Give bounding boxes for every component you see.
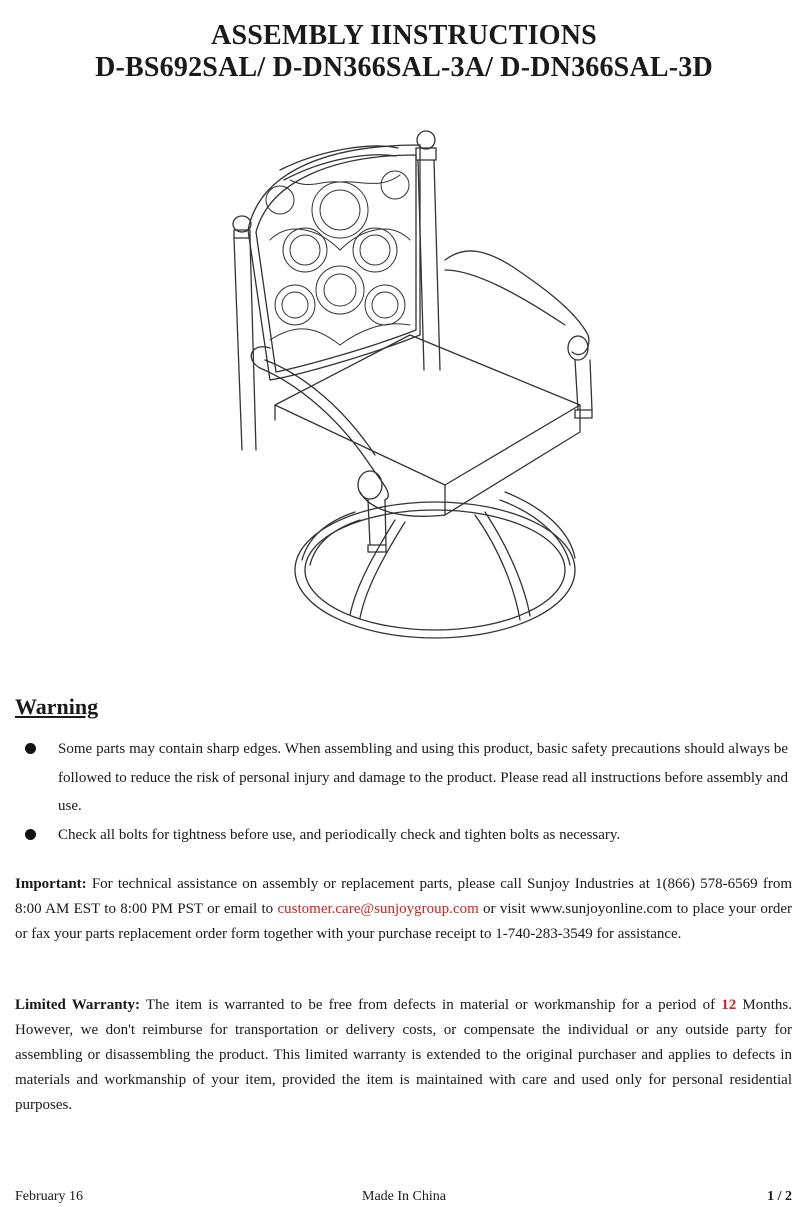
list-item: [0, 735, 808, 821]
important-text-2: or visit www.sunjoyonline.com to place your order or fax your parts replacement order form together with your purchase receipt to 1-740-283-3549 for assistance.: [15, 901, 792, 942]
bullet-icon: [25, 829, 36, 840]
warranty-paragraph: [15, 993, 792, 1118]
important-text-1: For technical assistance on assembly or replacement parts, please call Sunjoy Industries at 1(866) 578-6569 from 8:00 AM EST to 8:00 PM PST or email to: [15, 876, 792, 917]
model-numbers: D-BS692SAL/ D-DN366SAL-3A/ D-DN366SAL-3D: [95, 52, 713, 83]
warning-list: [0, 735, 808, 849]
footer-date: February 16: [15, 1189, 84, 1204]
list-item: [0, 821, 808, 850]
page-title: ASSEMBLY IINSTRUCTIONS: [211, 20, 597, 51]
important-paragraph: [15, 872, 792, 947]
warning-heading: Warning: [15, 694, 99, 719]
footer-origin: Made In China: [362, 1189, 446, 1204]
warranty-label: Limited Warranty:: [15, 997, 141, 1013]
warning-text: Some parts may contain sharp edges. When assembling and using this product, basic safety precautions should always be followed to reduce the risk of personal injury and damage to the product. Please read all instructions before assembly and use.: [58, 741, 788, 814]
warning-text: Check all bolts for tightness before use, and periodically check and tighten bolts as necessary.: [58, 826, 621, 843]
swivel-chair-line-drawing-icon: [220, 120, 600, 650]
bullet-icon: [25, 743, 36, 754]
important-label: Important:: [15, 876, 87, 892]
page-number: 1 / 2: [767, 1189, 792, 1204]
warranty-text-1: The item is warranted to be free from defects in material or workmanship for a period of: [140, 997, 722, 1013]
warranty-text-2: Months. However, we don't reimburse for transportation or delivery costs, or compensate the individual or any outside party for assembling or disassembling the product. This limited warranty is extended to the original purchaser and applies to defects in materials and workmanship of your item, provided the item is maintained with care and used only for personal residential purposes.: [15, 997, 792, 1113]
support-email-link[interactable]: customer.care@sunjoygroup.com: [277, 901, 479, 917]
warranty-period: 12: [721, 997, 737, 1013]
